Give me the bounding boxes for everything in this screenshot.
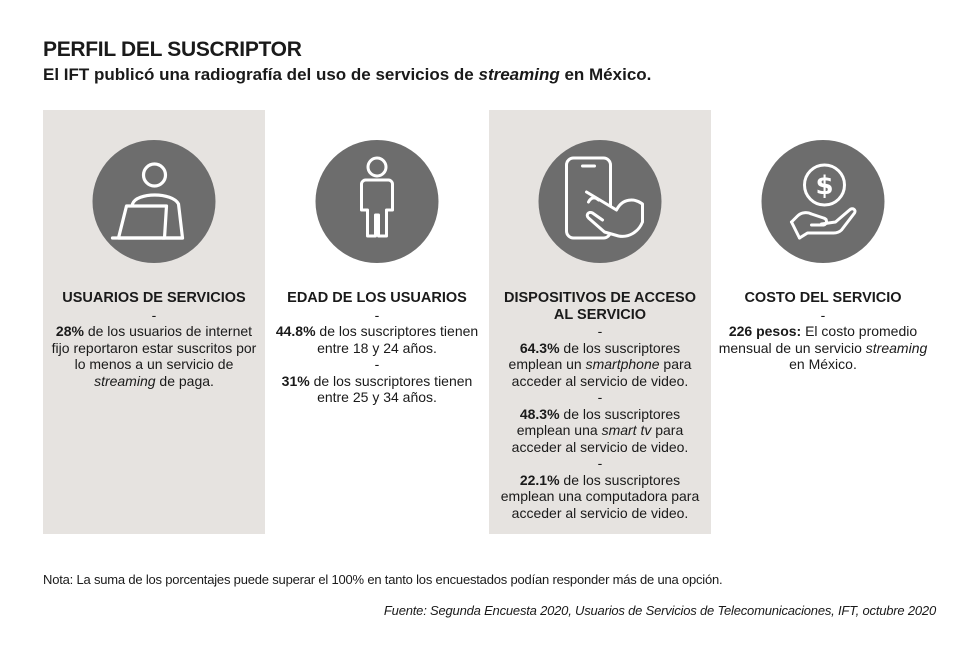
stat-emphasis: streaming [865,339,928,356]
separator-dash: - [151,306,157,323]
stat-value: 44.8% [275,323,316,339]
person-laptop-icon [93,140,216,263]
stat-emphasis: smart tv [601,422,652,438]
stat-text-end: de paga. [155,372,214,389]
stat-text-end: para acceder al servicio de video. [511,422,689,455]
column-usuarios [43,110,265,534]
stat-value: 48.3% [519,405,560,422]
subtitle-emphasis: streaming [478,65,560,84]
stat-text: de los suscriptores emplean una computadora para acceder al servicio de video. [500,471,700,521]
stat-text: de los usuarios de internet fijo reportaron estar suscritos por lo menos a un servicio de [51,323,257,372]
page-title: PERFIL DEL SUSCRIPTOR [43,38,302,61]
stat-paragraph [49,323,259,389]
column-heading: DISPOSITIVOS DE ACCESO AL SERVICIO [503,290,697,323]
column-text [49,290,259,389]
stat-text: de los suscriptores tienen entre 25 y 34 años. [309,372,473,405]
stat-emphasis: streaming [94,372,156,389]
stat-value: 64.3% [519,339,560,356]
separator-dash: - [374,356,380,372]
stat-value: 226 pesos: [728,323,802,339]
stat-paragraph [495,340,705,390]
stat-text: El costo promedio mensual de un servicio [718,323,918,356]
stat-value: 31% [281,372,310,389]
subtitle-text: El IFT publicó una radiografía del uso de servicios de [43,65,479,84]
stat-value: 28% [55,323,84,339]
column-text [272,290,482,406]
stat-paragraph [272,323,482,356]
stat-paragraph [718,323,928,373]
separator-dash: - [820,306,826,323]
stat-value: 22.1% [519,471,560,488]
money-hand-icon [762,140,885,263]
stat-text-end: en México. [789,356,857,372]
column-costo [712,110,934,534]
footnote: Nota: La suma de los porcentajes puede superar el 100% en tanto los encuestados podían responder más de una opción. [43,572,723,587]
column-text [718,290,928,373]
page-subtitle [43,65,651,85]
column-edad [266,110,488,534]
separator-dash: - [597,323,603,339]
smartphone-touch-icon [539,140,662,263]
stat-paragraph [495,472,705,522]
source-citation: Fuente: Segunda Encuesta 2020, Usuarios de Servicios de Telecomunicaciones, IFT, octubre 2020 [383,603,936,618]
column-heading: COSTO DEL SERVICIO [744,290,902,306]
stat-paragraph [495,406,705,456]
column-heading: USUARIOS DE SERVICIOS [62,290,246,306]
column-dispositivos [489,110,711,534]
column-heading: EDAD DE LOS USUARIOS [287,290,467,306]
svg-text:$: $ [815,171,834,201]
stat-paragraph [272,373,482,406]
stat-text: de los suscriptores emplean una [516,405,681,438]
stat-emphasis: smartphone [585,356,660,372]
separator-dash: - [597,455,603,471]
separator-dash: - [597,389,603,405]
stat-text: de los suscriptores emplean un [508,339,681,372]
person-icon [316,140,439,263]
separator-dash: - [374,306,380,323]
column-text [495,290,705,521]
stat-text-end: para acceder al servicio de video. [511,356,692,389]
subtitle-text-end: en México. [559,65,652,84]
stat-text: de los suscriptores tienen entre 18 y 24 años. [315,323,479,356]
